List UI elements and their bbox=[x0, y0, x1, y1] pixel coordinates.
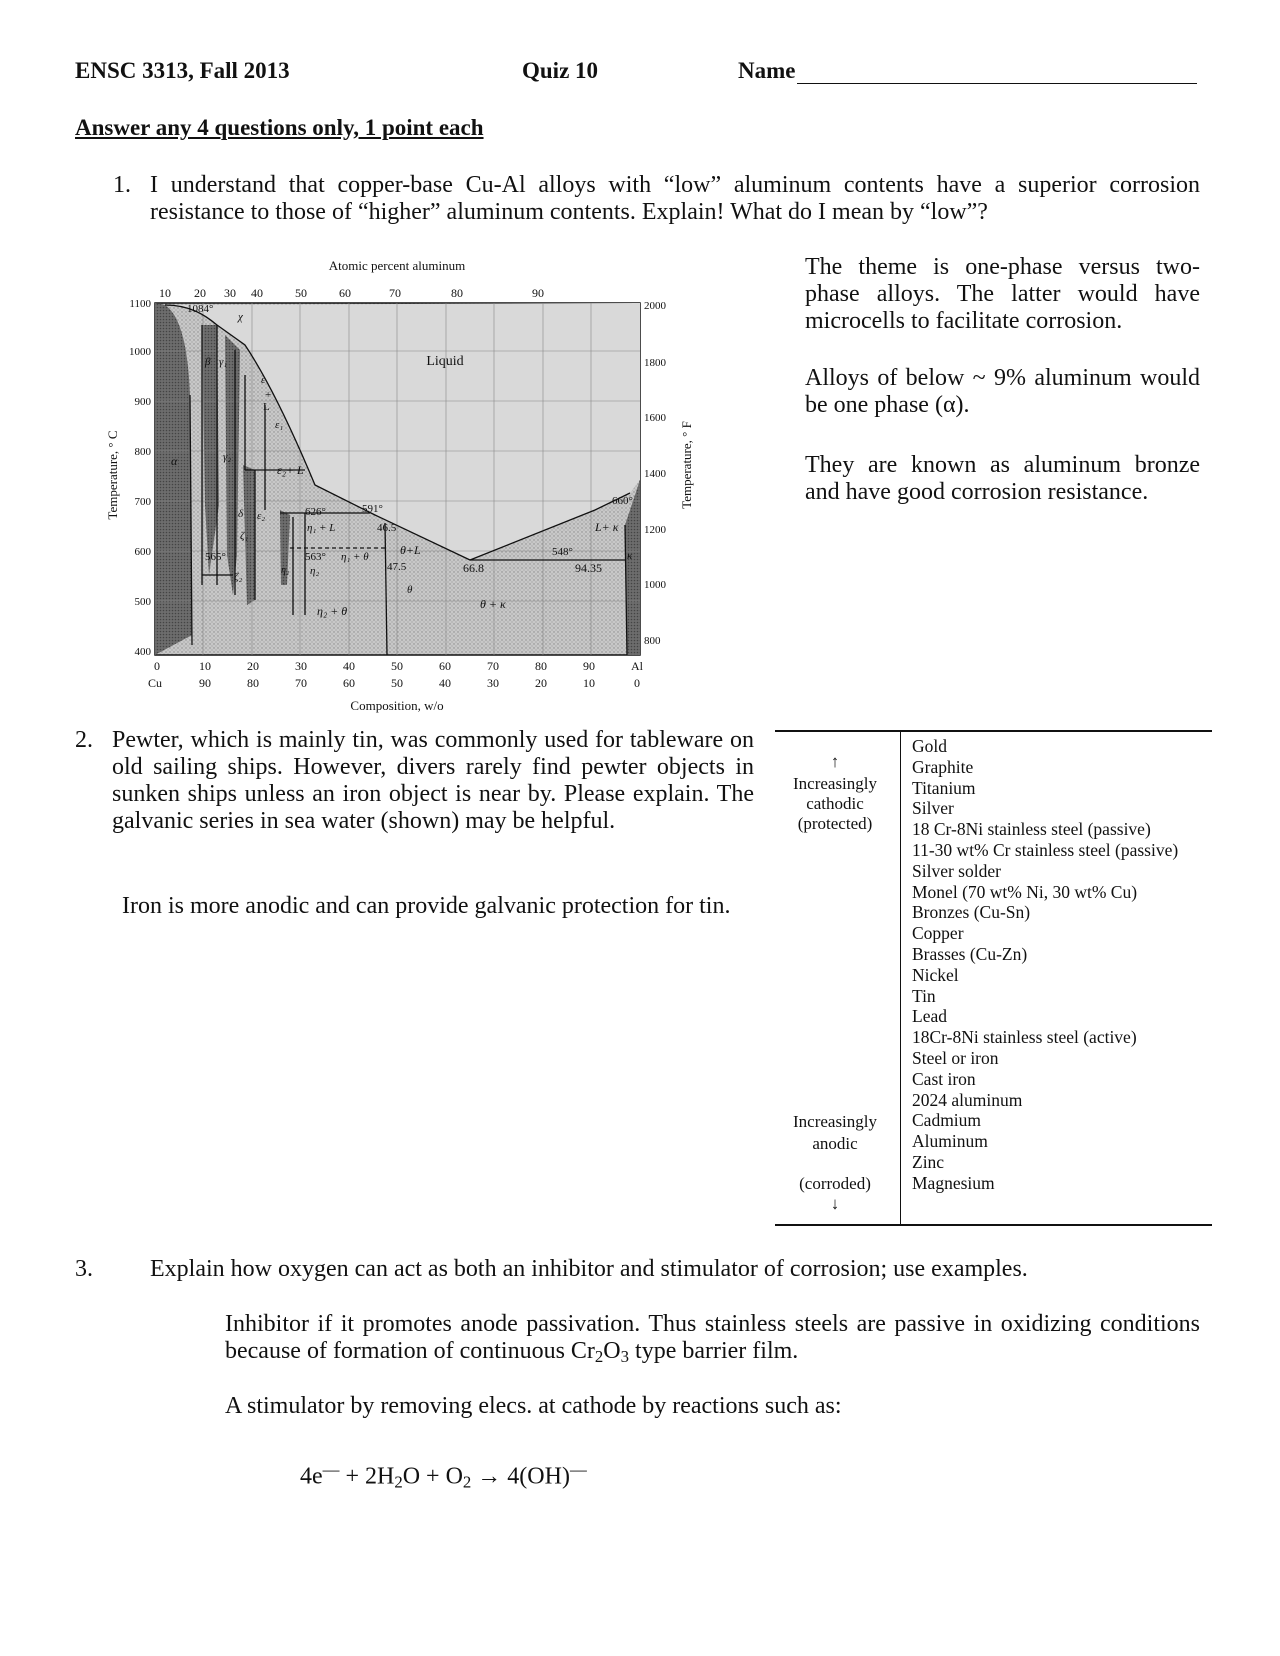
label-eta1: η₁ bbox=[281, 565, 290, 576]
eq-part: O + O bbox=[402, 1463, 463, 1490]
left-tick: 400 bbox=[134, 646, 151, 658]
bottom-tick: 40 bbox=[343, 659, 355, 673]
top-tick: 50 bbox=[295, 286, 307, 300]
eq-subscript: 2 bbox=[394, 1472, 403, 1492]
metal-item: Cadmium bbox=[912, 1110, 982, 1131]
label-626: 626° bbox=[305, 506, 326, 518]
q1-answer-2: Alloys of below ~ 9% aluminum would be one phase (α). bbox=[805, 365, 1200, 418]
bottom-cu-tick: 60 bbox=[343, 676, 355, 690]
q3-answer-1-subscript-2: 3 bbox=[620, 1347, 630, 1367]
left-tick: 600 bbox=[134, 546, 151, 558]
label-563: 563° bbox=[305, 551, 326, 563]
bottom-tick: 50 bbox=[391, 659, 403, 673]
label-548: 548° bbox=[552, 546, 573, 558]
right-tick: 1200 bbox=[644, 524, 666, 536]
top-ticks bbox=[159, 286, 544, 300]
label-660: 660° bbox=[612, 495, 633, 507]
top-tick: 10 bbox=[159, 286, 171, 300]
top-axis-title: Atomic percent aluminum bbox=[328, 258, 466, 273]
q2-number: 2. bbox=[75, 727, 93, 753]
instructions: Answer any 4 questions only, 1 point each bbox=[75, 115, 484, 140]
right-tick: 1800 bbox=[644, 357, 666, 369]
label-L: L bbox=[263, 401, 270, 413]
left-tick: 900 bbox=[134, 396, 151, 408]
bottom-cu-tick: 20 bbox=[535, 676, 547, 690]
metal-item: Nickel bbox=[912, 964, 959, 985]
metal-item: Magnesium bbox=[912, 1172, 995, 1193]
q1-number: 1. bbox=[113, 172, 131, 198]
bottom-cu-tick: 70 bbox=[295, 676, 307, 690]
bottom-cu-tick: Cu bbox=[147, 676, 163, 690]
label-eta1-plus-theta: η₁ + θ bbox=[341, 551, 369, 563]
bottom-tick: 30 bbox=[295, 659, 307, 673]
eq-part: → 4(OH) bbox=[471, 1463, 570, 1490]
eq-part: + 2H bbox=[339, 1463, 395, 1490]
right-tick: 1600 bbox=[644, 412, 666, 424]
metal-item: Tin bbox=[912, 985, 936, 1006]
metal-item: Zinc bbox=[912, 1152, 945, 1172]
bottom-axis-title: Composition, w/o bbox=[350, 698, 444, 713]
label-epsilon: ε bbox=[261, 374, 266, 386]
top-tick: 60 bbox=[339, 286, 351, 300]
q3-answer-1-text-a: Inhibitor if it promotes anode passivation. Thus stainless steels are passive in oxidizing conditions because of formation of continuous Cr bbox=[225, 1311, 1200, 1364]
left-tick: 1000 bbox=[129, 346, 151, 358]
q2-text: Pewter, which is mainly tin, was commonly used for tableware on old sailing ships. However, divers rarely find pewter objects in sunken ships unless an iron object is near by. Please explain. The galvanic series in sea water (shown) may be helpful. bbox=[112, 727, 754, 834]
q1-text: I understand that copper-base Cu-Al alloys with “low” aluminum contents have a superior corrosion resistance to those of “higher” aluminum contents. Explain! What do I mean by “low”? bbox=[150, 172, 1200, 225]
label-1084: 1084° bbox=[187, 303, 214, 315]
label-chi: χ bbox=[238, 311, 243, 323]
metal-item: 2024 aluminum bbox=[912, 1089, 1023, 1110]
name-field bbox=[738, 58, 1197, 84]
q1-answer-1: The theme is one-phase versus two-phase alloys. The latter would have microcells to facilitate corrosion. bbox=[805, 254, 1200, 334]
top-tick: 20 bbox=[194, 286, 206, 300]
galvanic-series-table bbox=[775, 730, 1212, 1226]
metal-item: Aluminum bbox=[912, 1131, 988, 1152]
left-axis-title: Temperature, ° C bbox=[105, 430, 120, 520]
label-94-35: 94.35 bbox=[575, 561, 602, 575]
left-tick: 800 bbox=[134, 446, 151, 458]
label-epsilon2: ε₂ bbox=[257, 510, 266, 522]
label-zeta1: ζ₁ bbox=[240, 530, 249, 542]
top-tick: 30 bbox=[224, 286, 236, 300]
metal-item: Graphite bbox=[912, 756, 974, 777]
label-theta: θ bbox=[407, 584, 413, 596]
label-565: 565° bbox=[205, 551, 226, 563]
label-46-5: 46.5 bbox=[377, 522, 397, 534]
top-tick: 80 bbox=[451, 286, 463, 300]
right-axis-title: Temperature, ° F bbox=[679, 421, 694, 509]
q3-text: Explain how oxygen can act as both an inhibitor and stimulator of corrosion; use examples. bbox=[150, 1256, 1028, 1282]
bottom-tick: 80 bbox=[535, 659, 547, 673]
label-eta1-plus-L: η₁ + L bbox=[307, 522, 336, 534]
bottom-cu-tick: 90 bbox=[199, 676, 211, 690]
metal-item: 18 Cr-8Ni stainless steel (passive) bbox=[912, 819, 1151, 840]
label-eta2-plus-theta: η₂ + θ bbox=[317, 604, 348, 618]
cathodic-label-1: Increasingly bbox=[792, 774, 878, 793]
bottom-tick: 90 bbox=[583, 659, 595, 673]
metal-item: Lead bbox=[912, 1006, 947, 1027]
eq-superscript: — bbox=[569, 1460, 587, 1479]
label-theta-plus-L: θ+L bbox=[400, 543, 421, 557]
q1-answer-3: They are known as aluminum bronze and have good corrosion resistance. bbox=[805, 452, 1200, 505]
right-tick: 800 bbox=[644, 635, 661, 647]
bottom-cu-tick: 50 bbox=[391, 676, 403, 690]
bottom-tick: 70 bbox=[487, 659, 499, 673]
label-kappa: κ bbox=[627, 550, 633, 562]
label-e2-plus-L: ε₂+ L bbox=[277, 463, 304, 477]
anodic-label-1: Increasingly bbox=[792, 1112, 878, 1131]
q3-answer-1-text-b: type barrier film. bbox=[629, 1338, 799, 1364]
reaction-equation bbox=[300, 1456, 587, 1496]
metal-item: Brasses (Cu-Zn) bbox=[912, 944, 1028, 964]
metal-item: Silver bbox=[912, 798, 954, 819]
bottom-tick: 10 bbox=[199, 659, 211, 673]
alpha-region bbox=[155, 303, 192, 655]
bottom-cu-ticks bbox=[148, 676, 640, 690]
course-title: ENSC 3313, Fall 2013 bbox=[75, 58, 290, 83]
label-e1: ε₁ bbox=[275, 419, 284, 431]
left-tick: 500 bbox=[134, 596, 151, 608]
cathodic-label-2: cathodic bbox=[806, 794, 864, 813]
label-gamma2: γ₂ bbox=[223, 451, 232, 463]
name-label: Name bbox=[738, 58, 796, 83]
bottom-cu-tick: 80 bbox=[247, 676, 259, 690]
top-tick: 40 bbox=[251, 286, 263, 300]
metal-item: Silver solder bbox=[912, 860, 1001, 881]
label-theta-plus-kappa: θ + κ bbox=[480, 597, 506, 611]
right-tick: 1000 bbox=[644, 579, 666, 591]
metal-item: Bronzes (Cu-Sn) bbox=[912, 902, 1031, 923]
right-tick: 1400 bbox=[644, 468, 666, 480]
q3-number: 3. bbox=[75, 1256, 93, 1282]
label-beta: β bbox=[205, 356, 211, 368]
eq-part: 4e bbox=[300, 1463, 323, 1490]
bottom-tick: Al bbox=[631, 659, 643, 673]
q3-answer-1-subscript-1: 2 bbox=[594, 1347, 604, 1367]
label-plus: + bbox=[265, 389, 272, 401]
metal-item: Gold bbox=[912, 736, 947, 756]
bottom-tick: 20 bbox=[247, 659, 259, 673]
right-ticks bbox=[644, 300, 667, 647]
table-divider bbox=[900, 732, 901, 1224]
left-ticks bbox=[129, 298, 152, 658]
bottom-cu-tick: 30 bbox=[487, 676, 499, 690]
metal-item: Copper bbox=[912, 923, 964, 944]
q3-answer-1-text-mid: O bbox=[603, 1338, 621, 1364]
metal-item: Monel (70 wt% Ni, 30 wt% Cu) bbox=[912, 881, 1138, 902]
label-66-8: 66.8 bbox=[463, 561, 484, 575]
q3-answer-2: A stimulator by removing elecs. at cathode by reactions such as: bbox=[225, 1393, 842, 1419]
bottom-tick: 0 bbox=[154, 659, 160, 673]
bottom-wt-ticks bbox=[154, 659, 644, 673]
down-arrow: ↓ bbox=[830, 1194, 840, 1213]
label-eta2: η₂ bbox=[310, 565, 320, 577]
q2-answer: Iron is more anodic and can provide galvanic protection for tin. bbox=[122, 893, 731, 919]
label-591: 591° bbox=[362, 503, 383, 515]
eq-subscript: 2 bbox=[462, 1472, 472, 1492]
bottom-cu-tick: 10 bbox=[583, 676, 595, 690]
metal-item: Steel or iron bbox=[912, 1048, 999, 1068]
label-delta: δ bbox=[238, 508, 244, 520]
metal-item: 11-30 wt% Cr stainless steel (passive) bbox=[912, 840, 1179, 860]
top-tick: 70 bbox=[389, 286, 401, 300]
left-tick: 700 bbox=[134, 496, 151, 508]
bottom-cu-tick: 40 bbox=[439, 676, 451, 690]
corroded-label: (corroded) bbox=[799, 1174, 871, 1193]
metal-item: 18Cr-8Ni stainless steel (active) bbox=[912, 1027, 1137, 1048]
label-zeta2: ζ₂ bbox=[234, 571, 243, 583]
name-blank-line bbox=[797, 63, 1197, 84]
top-tick: 90 bbox=[532, 286, 544, 300]
bottom-tick: 60 bbox=[439, 659, 451, 673]
label-alpha: α bbox=[171, 454, 178, 468]
bottom-cu-tick: 0 bbox=[634, 676, 640, 690]
anodic-label-2: anodic bbox=[812, 1134, 858, 1153]
label-gamma1: γ₁ bbox=[219, 356, 228, 368]
quiz-title: Quiz 10 bbox=[522, 58, 599, 83]
label-liquid: Liquid bbox=[426, 354, 464, 369]
left-tick: 1100 bbox=[129, 298, 151, 310]
right-tick: 2000 bbox=[644, 300, 666, 312]
q3-answer-1 bbox=[225, 1311, 1200, 1370]
eq-superscript: — bbox=[322, 1460, 340, 1479]
cathodic-label-3: (protected) bbox=[797, 814, 873, 833]
cu-al-phase-diagram bbox=[105, 255, 745, 730]
metal-item: Titanium bbox=[912, 777, 976, 798]
up-arrow: ↑ bbox=[830, 752, 840, 771]
label-L-plus-kappa: L+ κ bbox=[595, 520, 619, 534]
label-47-5: 47.5 bbox=[387, 561, 407, 573]
metal-item: Cast iron bbox=[912, 1068, 976, 1089]
